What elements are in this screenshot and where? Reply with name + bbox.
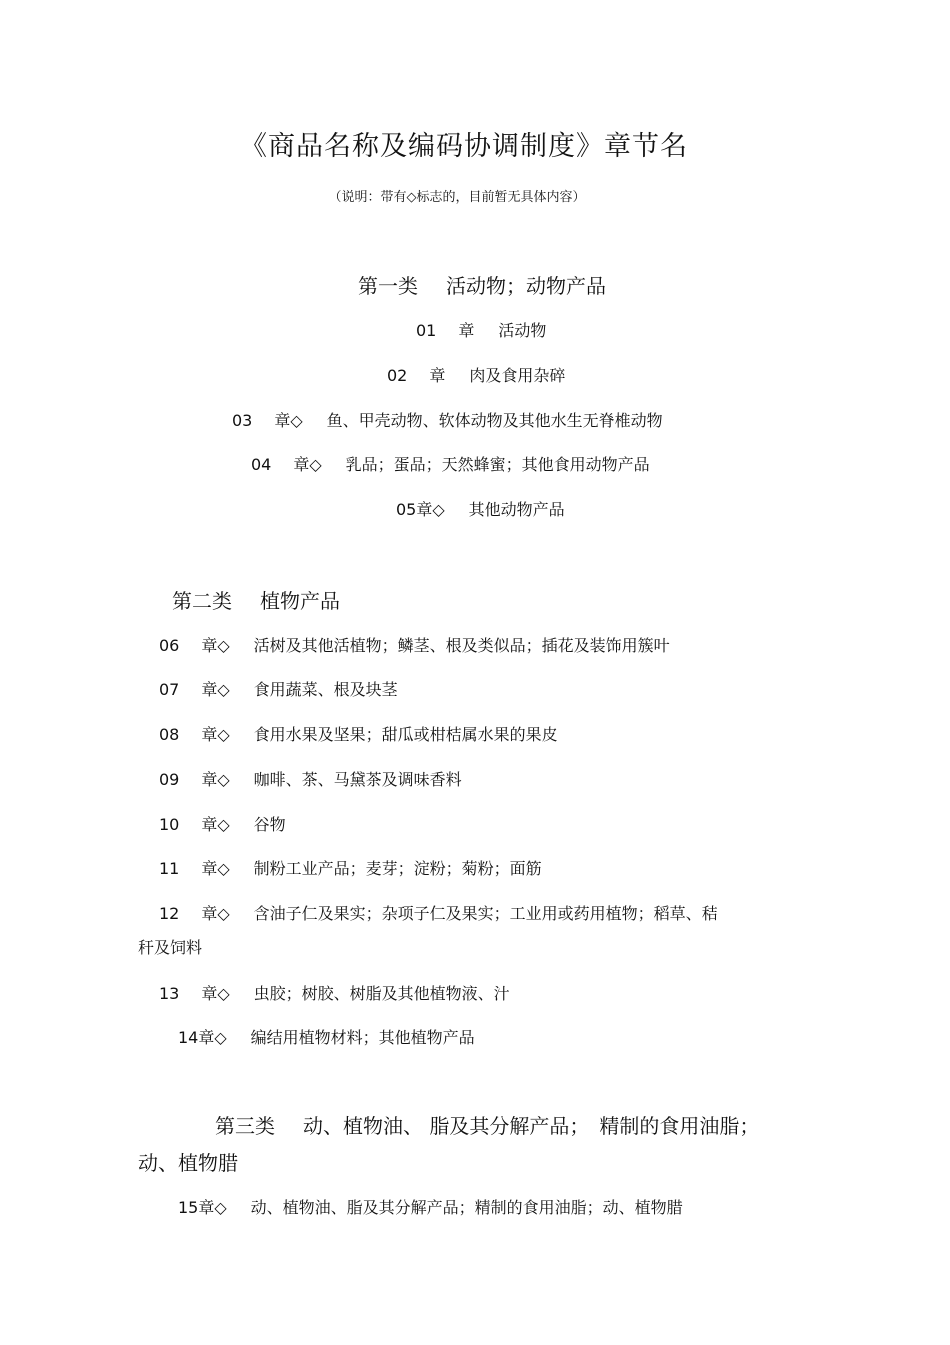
chapter-name: 食用蔬菜、根及块茎 [253,680,398,699]
chapter-tag: 章 [429,366,446,385]
chapter-tag: 章◇ [201,636,230,655]
chapter-number: 03 [232,411,253,430]
chapter-row [178,1195,683,1218]
chapter-tag: 章◇ [416,500,445,519]
chapter-row [159,901,718,924]
section-label: 第二类 [172,589,232,613]
chapter-row [159,981,510,1004]
chapter-tag: 章◇ [274,411,303,430]
chapter-number: 02 [387,366,408,385]
chapter-tag: 章 [458,321,475,340]
chapter-tag: 章◇ [201,859,230,878]
chapter-tag: 章◇ [201,770,230,789]
chapter-name: 乳品；蛋品；天然蜂蜜；其他食用动物产品 [345,455,650,474]
chapter-name: 活树及其他活植物；鳞茎、根及类似品；插花及装饰用簇叶 [253,636,670,655]
chapter-row [159,856,542,879]
chapter-name: 含油子仁及果实；杂项子仁及果实；工业用或药用植物；稻草、秸 [253,904,718,923]
section-label: 第一类 [358,274,418,298]
section-name: 动、植物油、 脂及其分解产品； 精制的食用油脂； [303,1114,760,1138]
chapter-number: 13 [159,984,180,1003]
section-name-continuation: 动、植物腊 [138,1151,238,1175]
chapter-number: 11 [159,859,180,878]
chapter-row [416,318,546,341]
chapter-row [159,767,462,790]
chapter-row-continuation [138,935,202,958]
chapter-name: 虫胶；树胶、树脂及其他植物液、汁 [253,984,510,1003]
chapter-name: 编结用植物材料；其他植物产品 [250,1028,475,1047]
section-heading [172,585,340,614]
chapter-name: 鱼、甲壳动物、软体动物及其他水生无脊椎动物 [326,411,663,430]
chapter-number: 09 [159,770,180,789]
chapter-row [178,1025,475,1048]
chapter-tag: 章◇ [198,1198,227,1217]
section-label: 第三类 [215,1114,275,1138]
page-note: （说明：带有◇标志的，目前暂无具体内容） [328,190,586,205]
chapter-number: 12 [159,904,180,923]
chapter-number: 04 [251,455,272,474]
chapter-row [159,722,558,745]
section-name: 植物产品 [260,589,340,613]
chapter-tag: 章◇ [201,725,230,744]
chapter-number: 10 [159,815,180,834]
chapter-row [232,408,663,431]
chapter-number: 15 [178,1198,199,1217]
chapter-tag: 章◇ [293,455,322,474]
chapter-row [159,812,286,835]
section-heading [215,1110,759,1139]
chapter-number: 05 [396,500,417,519]
chapter-number: 08 [159,725,180,744]
section-heading-continuation [138,1147,238,1176]
chapter-tag: 章◇ [201,680,230,699]
chapter-name: 活动物 [498,321,547,340]
chapter-row [159,633,670,656]
chapter-tag: 章◇ [201,815,230,834]
chapter-name-continuation: 秆及饲料 [138,938,203,957]
chapter-tag: 章◇ [201,904,230,923]
chapter-number: 07 [159,680,180,699]
chapter-tag: 章◇ [198,1028,227,1047]
chapter-tag: 章◇ [201,984,230,1003]
chapter-row [396,497,565,520]
chapter-number: 01 [416,321,437,340]
chapter-number: 06 [159,636,180,655]
section-name: 活动物；动物产品 [446,274,606,298]
chapter-name: 其他动物产品 [468,500,565,519]
chapter-row [159,677,398,700]
page-title: 《商品名称及编码协调制度》章节名 [240,131,688,162]
chapter-row [251,452,650,475]
chapter-number: 14 [178,1028,199,1047]
chapter-name: 咖啡、茶、马黛茶及调味香料 [253,770,462,789]
chapter-row [387,363,565,386]
chapter-name: 制粉工业产品；麦芽；淀粉；菊粉；面筋 [253,859,542,878]
chapter-name: 食用水果及坚果；甜瓜或柑桔属水果的果皮 [253,725,558,744]
chapter-name: 谷物 [253,815,286,834]
chapter-name: 肉及食用杂碎 [469,366,566,385]
section-heading [358,270,606,299]
chapter-name: 动、植物油、脂及其分解产品；精制的食用油脂；动、植物腊 [250,1198,683,1217]
